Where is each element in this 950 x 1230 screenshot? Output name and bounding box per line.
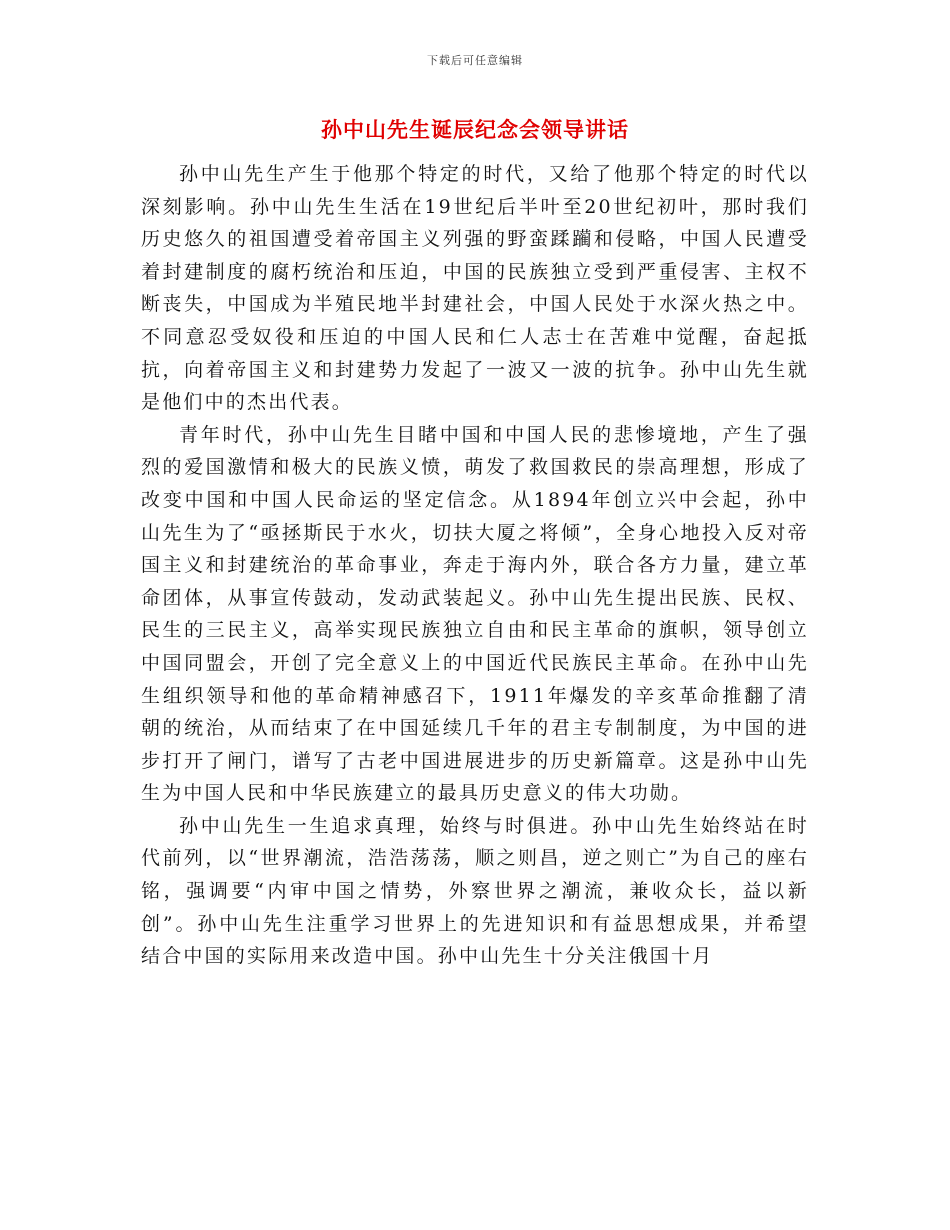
paragraph-2: 青年时代，孙中山先生目睹中国和中国人民的悲惨境地，产生了强烈的爱国激情和极大的民族义愤，萌发了救国救民的崇高理想，形成了改变中国和中国人民命运的坚定信念。从1894年创立兴中会起，孙中山先生为了“亟拯斯民于水火，切扶大厦之将倾”，全身心地投入反对帝国主义和封建统治的革命事业，奔走于海内外，联合各方力量，建立革命团体，从事宣传鼓动，发动武装起义。孙中山先生提出民族、民权、民生的三民主义，高举实现民族独立自由和民主革命的旗帜，领导创立中国同盟会，开创了完全意义上的中国近代民族民主革命。在孙中山先生组织领导和他的革命精神感召下，1911年爆发的辛亥革命推翻了清朝的统治，从而结束了在中国延续几千年的君主专制制度，为中国的进步打开了闸门，谱写了古老中国进展进步的历史新篇章。这是孙中山先生为中国人民和中华民族建立的最具历史意义的伟大功勋。 [141, 423, 809, 805]
document-body [141, 158, 809, 973]
document-title: 孙中山先生诞辰纪念会领导讲话 [321, 118, 629, 142]
header-note: 下载后可任意编辑 [427, 54, 523, 67]
paragraph-3: 孙中山先生一生追求真理，始终与时俱进。孙中山先生始终站在时代前列，以“世界潮流，浩浩荡荡，顺之则昌，逆之则亡”为自己的座右铭，强调要“内审中国之情势，外察世界之潮流，兼收众长，益以新创”。孙中山先生注重学习世界上的先进知识和有益思想成果，并希望结合中国的实际用来改造中国。孙中山先生十分关注俄国十月 [141, 814, 809, 968]
paragraph-1: 孙中山先生产生于他那个特定的时代，又给了他那个特定的时代以深刻影响。孙中山先生生活在19世纪后半叶至20世纪初叶，那时我们历史悠久的祖国遭受着帝国主义列强的野蛮蹂躏和侵略，中国人民遭受着封建制度的腐朽统治和压迫，中国的民族独立受到严重侵害、主权不断丧失，中国成为半殖民地半封建社会，中国人民处于水深火热之中。不同意忍受奴役和压迫的中国人民和仁人志士在苦难中觉醒，奋起抵抗，向着帝国主义和封建势力发起了一波又一波的抗争。孙中山先生就是他们中的杰出代表。 [141, 163, 809, 414]
